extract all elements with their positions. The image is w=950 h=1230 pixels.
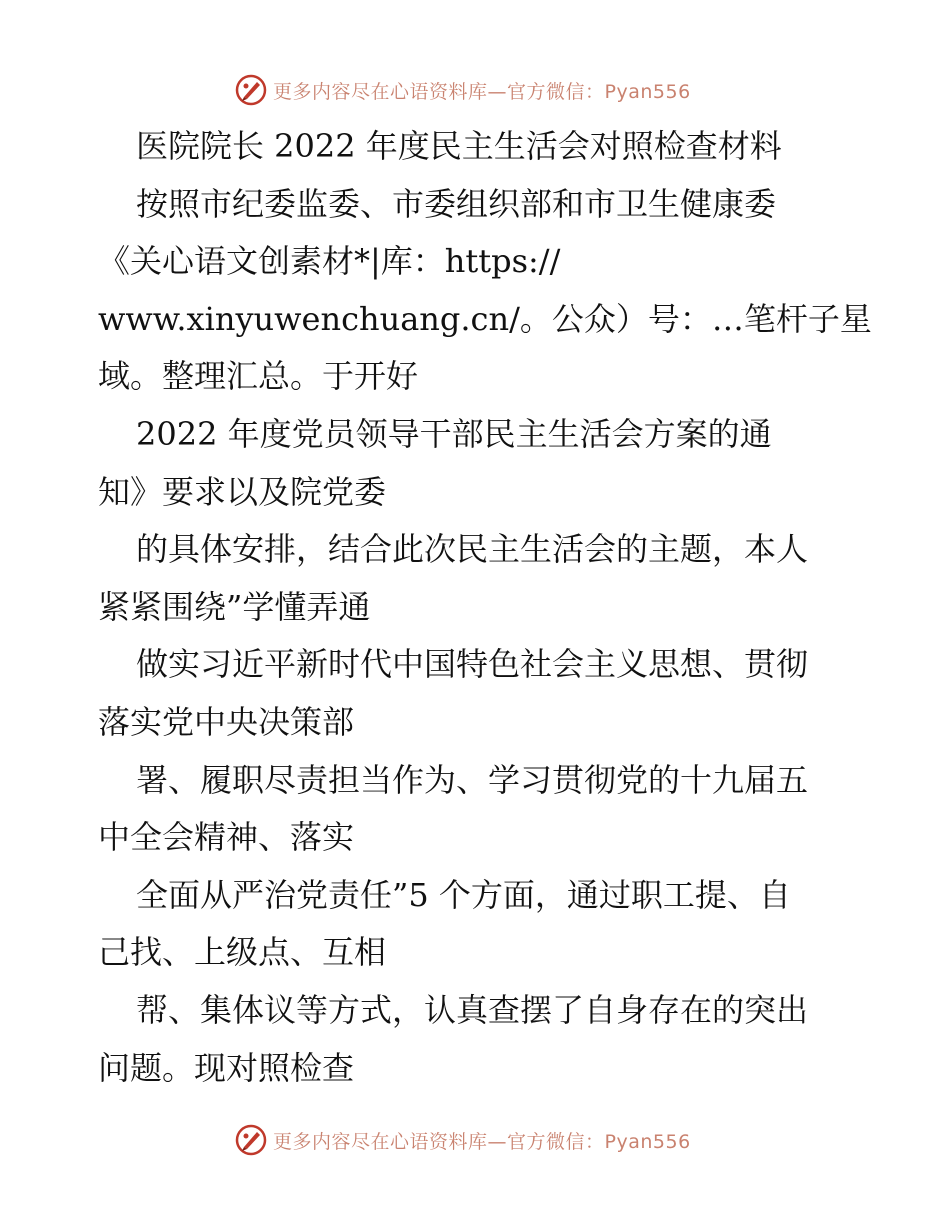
footer-banner: [235, 1122, 715, 1158]
body-line: 落实党中央决策部: [98, 702, 355, 741]
body-line: 全面从严治党责任”5 个方面，通过职工提、自: [136, 875, 791, 914]
body-line: 己找、上级点、互相: [98, 933, 387, 972]
body-line: 域。整理汇总。于开好: [98, 357, 419, 396]
body-line: 紧紧围绕”学懂弄通: [98, 587, 371, 626]
banner-text: 更多内容尽在心语资料库—官方微信：Pyan556: [273, 1130, 691, 1153]
body-line: 按照市纪委监委、市委组织部和市卫生健康委: [136, 184, 777, 223]
body-line: 帮、集体议等方式，认真查摆了自身存在的突出: [136, 990, 809, 1029]
body-line: 做实习近平新时代中国特色社会主义思想、贯彻: [136, 645, 809, 684]
document-body: [98, 118, 872, 1097]
quill-logo-icon: [235, 74, 267, 106]
body-line: 《关心语文创素材*|库：https://: [98, 242, 561, 281]
body-line: 问题。现对照检查: [98, 1048, 355, 1087]
body-line: 的具体安排，结合此次民主生活会的主题，本人: [136, 530, 809, 569]
banner-text: 更多内容尽在心语资料库—官方微信：Pyan556: [273, 80, 691, 103]
header-banner: [235, 72, 715, 108]
document-title: 医院院长 2022 年度民主生活会对照检查材料: [136, 127, 782, 165]
quill-logo-icon: [235, 1124, 267, 1156]
body-line: www.xinyuwenchuang.cn/。公众）号：…笔杆子星: [98, 299, 872, 338]
body-line: 署、履职尽责担当作为、学习贯彻党的十九届五: [136, 760, 809, 799]
body-line: 中全会精神、落实: [98, 818, 355, 857]
body-line: 2022 年度党员领导干部民主生活会方案的通: [136, 414, 772, 453]
body-line: 知》要求以及院党委: [98, 472, 387, 511]
